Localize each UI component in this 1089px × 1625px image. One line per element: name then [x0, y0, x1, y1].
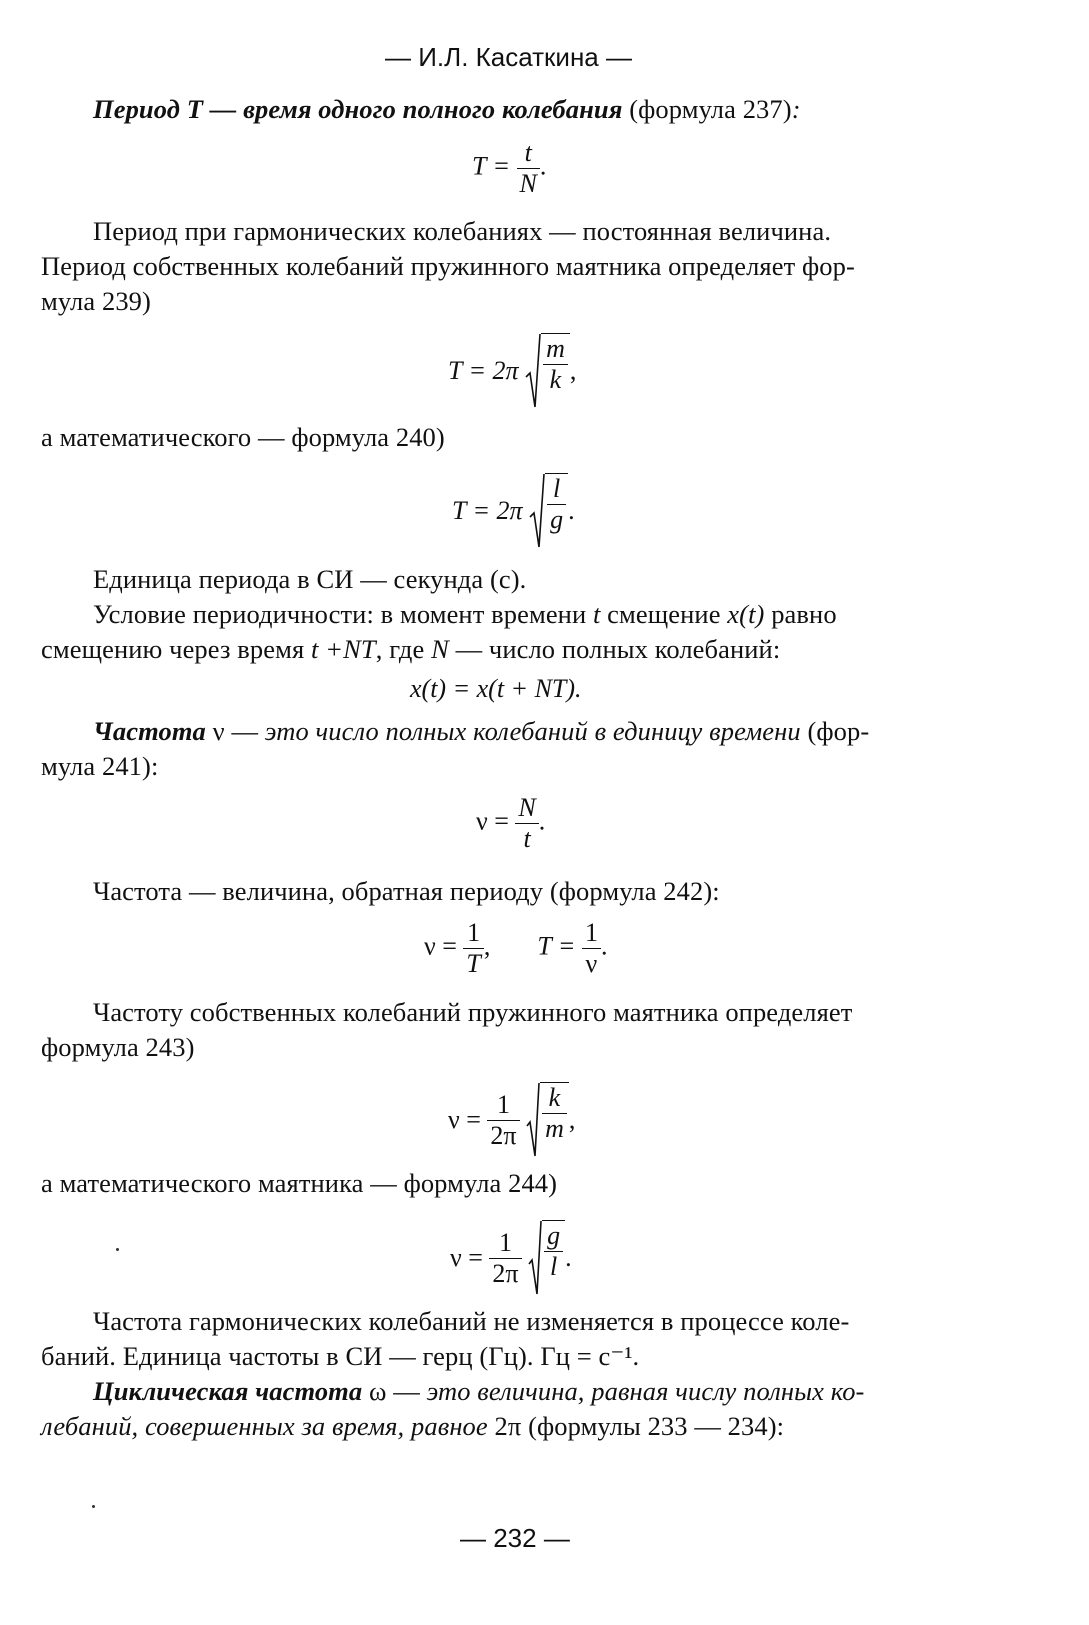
var-xt: x(t) [727, 599, 765, 629]
text-line: мула 239) [41, 286, 151, 316]
numerator: t [517, 140, 540, 169]
radical-sign-icon [525, 333, 541, 409]
sqrt [529, 473, 568, 549]
page-number: — 232 — [460, 1523, 570, 1553]
numerator: 1 [487, 1092, 519, 1121]
formula-237 [472, 140, 546, 197]
formula-ref-237: (формула 237) [622, 94, 792, 124]
radical-sign-icon [528, 1220, 542, 1296]
denominator: k [549, 365, 562, 394]
numerator: 1 [582, 920, 601, 949]
text-line: а математического маятника — формула 244) [41, 1168, 558, 1198]
fraction [547, 476, 566, 533]
cyclic-frequency-definition [93, 1378, 864, 1405]
frequency-def: это число полных колебаний в единицу времени [264, 716, 801, 746]
sqrt [525, 333, 570, 409]
sqrt [528, 1220, 565, 1296]
formula-243 [448, 1082, 575, 1158]
fraction [543, 336, 568, 393]
period-definition [93, 96, 801, 123]
formula-lhs: T = [472, 151, 511, 181]
numerator: 1 [489, 1230, 521, 1259]
text-fragment: равно [764, 599, 837, 629]
text-line: мула 241): [41, 751, 159, 781]
fraction [542, 1085, 567, 1142]
colon: : [791, 94, 801, 124]
text-fragment: смещению через время [41, 634, 311, 664]
cyclic-frequency-def: это величина, равная числу полных ко- [426, 1376, 865, 1406]
denominator: 2π [490, 1120, 517, 1150]
text-fragment: 2π [487, 1411, 522, 1441]
formula-242 [424, 920, 607, 977]
punctuation: , [483, 931, 491, 961]
text-line: баний. Единица частоты в СИ — герц (Гц). Гц = с⁻¹. [41, 1341, 640, 1371]
formula-244 [450, 1220, 572, 1296]
fraction [582, 920, 601, 977]
text-line: Период при гармонических колебаниях — постоянная величина. [93, 216, 832, 246]
text-fragment: ν — [205, 716, 265, 746]
punctuation: . [538, 806, 546, 836]
radical-sign-icon [526, 1082, 540, 1158]
denominator: T [466, 949, 481, 978]
periodicity-formula: x(t) = x(t + NT). [410, 674, 582, 703]
denominator: g [550, 505, 564, 534]
text-fragment: ω — [362, 1376, 427, 1406]
text-line: а математического — формула 240) [41, 422, 445, 452]
formula-lhs: T = 2π [452, 496, 523, 525]
text-fragment: , где [375, 634, 432, 664]
formula-240 [452, 473, 575, 549]
formula-lhs: ν = [424, 931, 457, 961]
radical-sign-icon [529, 473, 545, 549]
text-line: Единица периода в СИ — секунда (с). [93, 564, 527, 594]
punctuation: . [568, 496, 575, 525]
text-line: Частота — величина, обратная периоду (формула 242): [93, 876, 720, 906]
punctuation: . [565, 1243, 572, 1272]
denominator: m [545, 1114, 564, 1143]
text-line [41, 636, 780, 663]
period-term: Период T — время одного полного колебания [93, 94, 623, 124]
text-fragment: (фор- [800, 716, 870, 746]
fraction [517, 140, 540, 197]
cyclic-frequency-def: лебаний, совершенных за время, равное [41, 1411, 488, 1441]
formula-lhs: ν = [450, 1243, 483, 1272]
var-t: t [592, 599, 601, 629]
text-line: Частота гармонических колебаний не изменяется в процессе коле- [93, 1306, 850, 1336]
text-line: Частоту собственных колебаний пружинного маятника определяет [93, 997, 853, 1027]
text-line [41, 1413, 784, 1440]
frequency-term: Частота [93, 716, 206, 746]
numerator: g [544, 1223, 563, 1252]
fraction [487, 1089, 519, 1150]
denominator: N [519, 169, 537, 198]
scan-speck [116, 1248, 119, 1251]
denominator: t [523, 824, 531, 853]
formula-lhs: T = 2π [448, 356, 519, 385]
formula-241 [476, 795, 545, 852]
punctuation: , [568, 1105, 576, 1134]
page-header: — И.Л. Касаткина — [385, 42, 632, 72]
fraction [463, 920, 483, 977]
formula-lhs: T = [537, 931, 576, 961]
punctuation: . [539, 151, 547, 181]
formula-lhs: ν = [448, 1105, 481, 1134]
numerator: N [515, 795, 538, 824]
text-fragment: — число полных колебаний: [448, 634, 781, 664]
formula-239 [448, 333, 576, 409]
punctuation: , [569, 356, 577, 385]
text-fragment: (формулы 233 — 234): [521, 1411, 785, 1441]
numerator: k [542, 1085, 567, 1114]
frequency-definition [93, 718, 869, 745]
text-fragment: Условие периодичности: в момент времени [93, 599, 593, 629]
denominator: 2π [492, 1258, 519, 1288]
periodicity-condition [93, 601, 837, 628]
denominator: ν [585, 949, 598, 978]
sqrt [526, 1082, 569, 1158]
scan-speck [92, 1505, 95, 1508]
text-fragment: смещение [600, 599, 728, 629]
punctuation: . [600, 931, 608, 961]
var-n: N [431, 634, 449, 664]
fraction [489, 1227, 521, 1288]
text-line: формула 243) [41, 1032, 195, 1062]
formula-lhs: ν = [476, 806, 509, 836]
fraction [544, 1223, 563, 1280]
cyclic-frequency-term: Циклическая частота [93, 1376, 363, 1406]
numerator: l [547, 476, 566, 505]
fraction [515, 795, 538, 852]
text-line: Период собственных колебаний пружинного маятника определяет фор- [41, 251, 855, 281]
numerator: m [543, 336, 568, 365]
numerator: 1 [463, 920, 483, 949]
var-t-nt: t +NT [310, 634, 376, 664]
denominator: l [549, 1252, 558, 1281]
